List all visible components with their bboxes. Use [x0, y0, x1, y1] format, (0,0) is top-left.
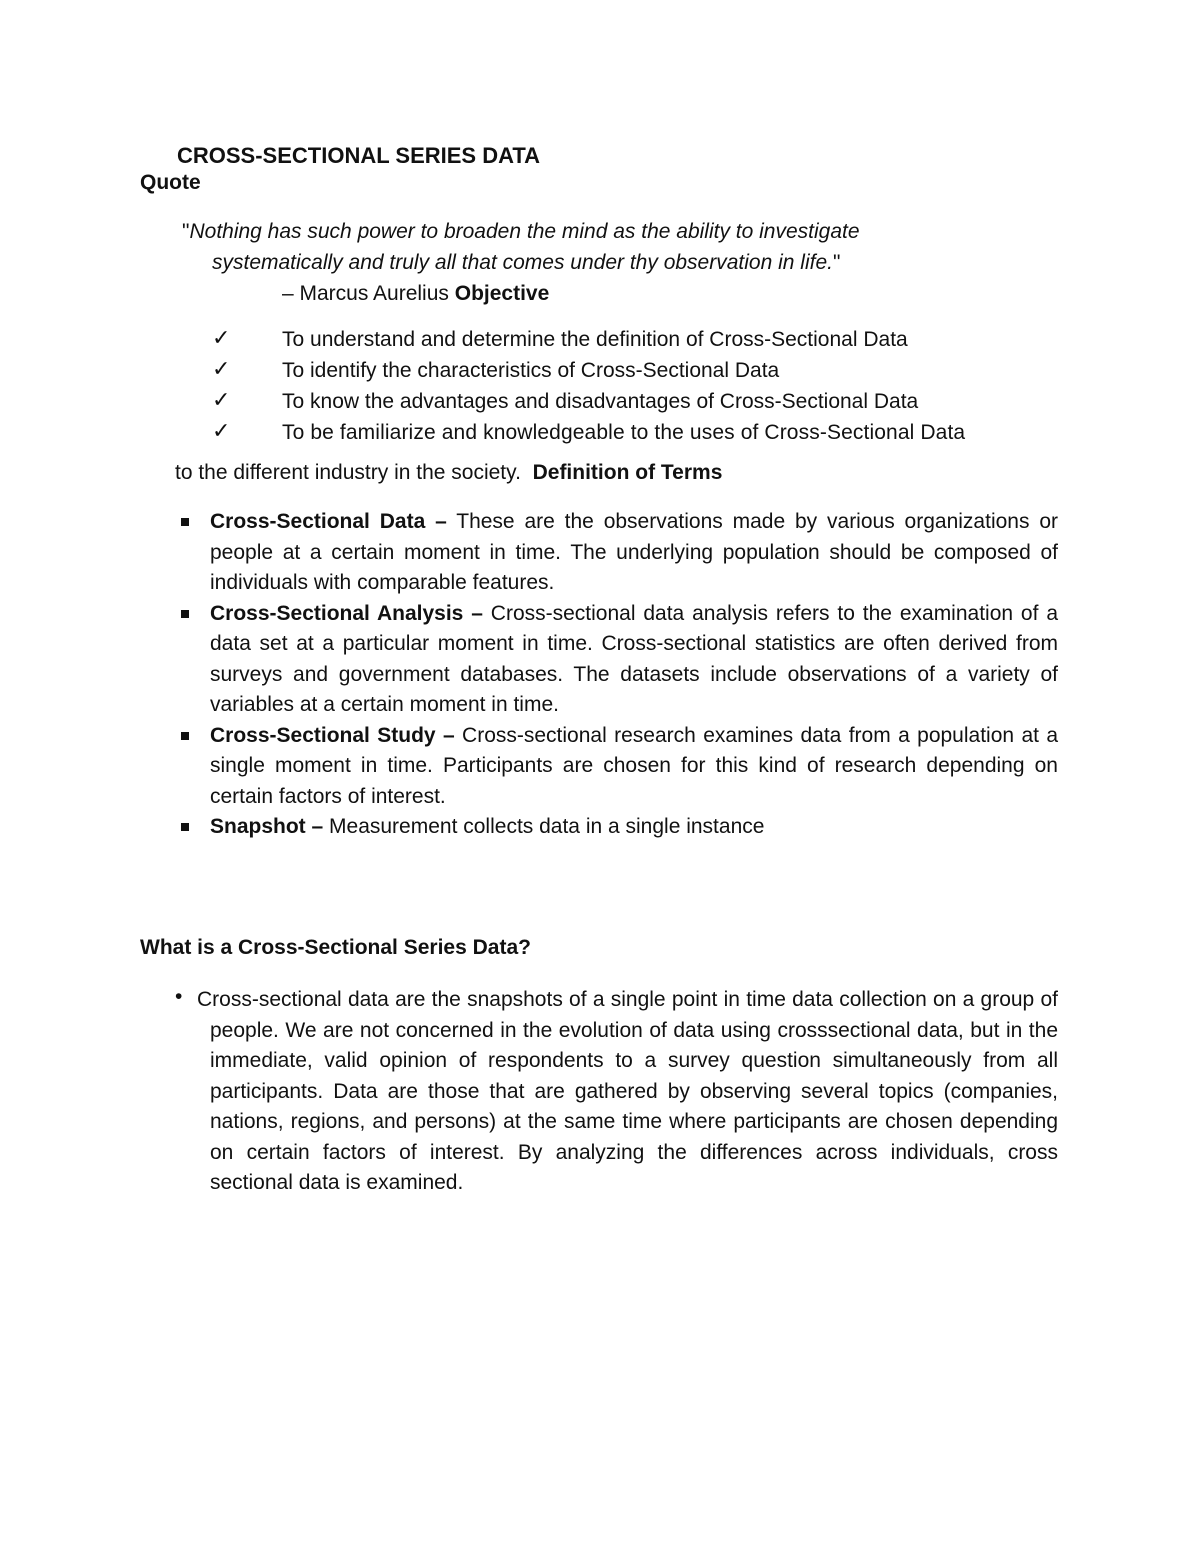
open-quote-mark: " [182, 220, 190, 243]
square-bullet-icon [181, 610, 189, 618]
quote-text-line-1: Nothing has such power to broaden the mind as the ability to investigate [189, 220, 860, 243]
section-paragraph [197, 985, 1058, 1199]
square-bullet-icon [181, 518, 189, 526]
objective-text: To know the advantages and disadvantages of Cross-Sectional Data [282, 390, 919, 413]
definition-item [210, 812, 1058, 843]
close-quote-mark: " [832, 251, 841, 274]
definition-term: Cross-Sectional Analysis – [210, 601, 483, 625]
definition-term: Cross-Sectional Study – [210, 723, 455, 747]
quote-label: Quote [140, 171, 201, 194]
bullet-icon: • [175, 985, 183, 1008]
quote-author: – Marcus Aurelius [282, 282, 449, 305]
definition-text: Measurement collects data in a single instance [329, 815, 765, 838]
objective-text: To identify the characteristics of Cross-Sectional Data [282, 359, 780, 382]
objective-item [212, 421, 1058, 452]
objective-continuation: to the different industry in the society. [175, 461, 521, 484]
definition-term: Snapshot – [210, 815, 324, 838]
definition-text: Cross-sectional research examines data from a population at a single moment in time. Participants are chosen for this kind of research depending on certain factors of interest. [210, 723, 1059, 808]
square-bullet-icon [181, 823, 189, 831]
quote-text-line-2: systematically and truly all that comes under thy observation in life. [212, 251, 833, 274]
check-icon: ✓ [212, 326, 231, 351]
objective-text: To be familiarize and knowledgeable to the uses of Cross-Sectional Data [282, 421, 966, 444]
objective-continuation-line [175, 461, 722, 485]
definition-text: Cross-sectional data analysis refers to the examination of a data set at a particular moment in time. Cross-sectional statistics are often derived from surveys and government databases. The datasets include observations of a variety of variables at a certain moment in time. [210, 601, 1058, 716]
definition-text: These are the observations made by various organizations or people at a certain moment in time. The underlying population should be composed of individuals with comparable features. [210, 510, 1058, 594]
definition-term: Cross-Sectional Data – [210, 510, 447, 533]
check-icon: ✓ [212, 388, 231, 413]
quote-author-line [282, 282, 549, 306]
objective-text: To understand and determine the definition of Cross-Sectional Data [282, 328, 908, 351]
quote-line-1 [182, 220, 860, 244]
quote-line-2 [212, 251, 840, 275]
section-paragraph-text: Cross-sectional data are the snapshots of a single point in time data collection on a group of people. We are not concerned in the evolution of data using crosssectional data, but in the immediate, valid opinion of respondents to a survey question simultaneously from all participants. Data are those that are gathered by observing several topics (companies, nations, regions, and persons) at the same time where participants are chosen depending on certain factors of interest. By analyzing the differences across individuals, cross sectional data is examined. [197, 988, 1058, 1194]
definition-item [210, 507, 1058, 599]
definition-item [210, 721, 1058, 813]
square-bullet-icon [181, 732, 189, 740]
page-title: CROSS-SECTIONAL SERIES DATA [177, 143, 541, 168]
check-icon: ✓ [212, 357, 231, 382]
objective-heading: Objective [454, 282, 550, 305]
section-heading: What is a Cross-Sectional Series Data? [140, 936, 531, 959]
definitions-list [210, 507, 1058, 843]
check-icon: ✓ [212, 419, 231, 444]
definition-item [210, 599, 1058, 721]
definitions-heading: Definition of Terms [532, 461, 723, 484]
